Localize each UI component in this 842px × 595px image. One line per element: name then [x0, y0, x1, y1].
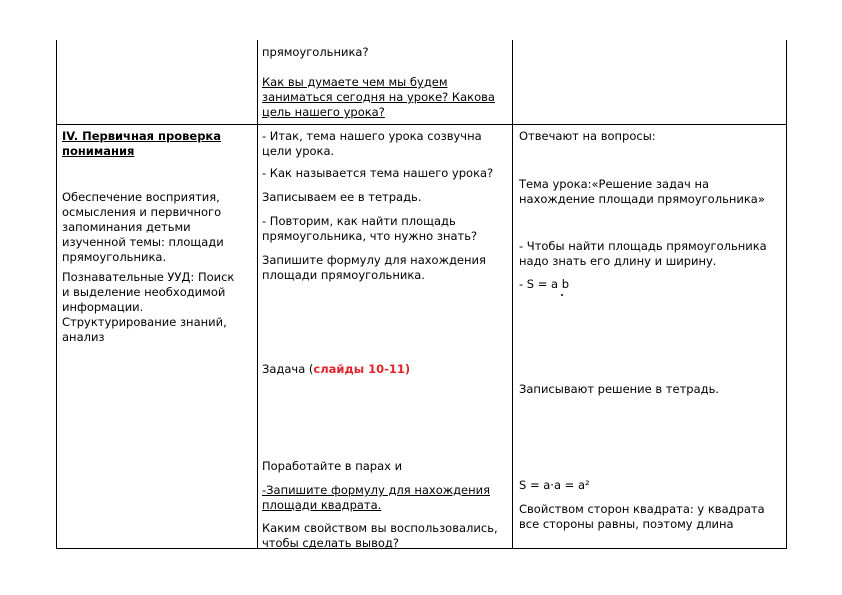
teacher-text-p8-line1: Каким свойством вы воспользовались, [262, 521, 498, 535]
teacher-text-p4-line1: - Повторим, как найти площадь [262, 214, 456, 228]
student-answer-a7-line2: все стороны равны, поэтому длина [519, 517, 734, 531]
table-border-col1 [257, 40, 258, 549]
task-label-text: Задача ( [262, 362, 314, 376]
student-answer-a5: Записывают решение в тетрадь. [519, 382, 720, 396]
stage-description-line5: прямоугольника. [62, 250, 167, 264]
uud-line4: Структурирование знаний, [62, 315, 227, 329]
task-slides-ref: слайды 10-11) [313, 362, 411, 376]
uud-line2: и выделение необходимой [62, 285, 226, 299]
teacher-text-p8-line2: чтобы сделать вывод? [262, 536, 399, 550]
teacher-text-p3: Записываем ее в тетрадь. [262, 190, 422, 204]
student-answer-a7-line1: Свойством сторон квадрата: у квадрата [519, 502, 765, 516]
teacher-text-p7-line1: -Запишите формулу для нахождения [262, 483, 491, 497]
uud-line3: информации. [62, 300, 144, 314]
teacher-text-p6: Поработайте в парах и [262, 459, 403, 473]
table-row-divider [56, 124, 787, 125]
uud-line1: Познавательные УУД: Поиск [62, 270, 235, 284]
student-answer-a3-line1: - Чтобы найти площадь прямоугольника [519, 239, 767, 253]
stage-description-line4: изученной темы: площади [62, 235, 224, 249]
teacher-text-p5-line1: Запишите формулу для нахождения [262, 253, 486, 267]
table-border-left [56, 40, 57, 549]
task-label [262, 362, 410, 377]
student-answer-a3-line2: надо знать его длину и ширину. [519, 254, 717, 268]
stage-description-line3: запоминания детьми [62, 220, 191, 234]
table-border-bottom [56, 548, 787, 549]
stage-description-line2: осмысления и первичного [62, 205, 222, 219]
student-answer-formula-square: S = a·a = a² [519, 478, 590, 492]
row1-col2-question-line1: Как вы думаете чем мы будем [262, 75, 448, 89]
teacher-text-p4-line2: прямоугольника, что нужно знать? [262, 229, 478, 243]
student-answer-a2-line2: нахождение площади прямоугольника» [519, 192, 765, 206]
teacher-text-p7-line2: площади квадрата. [262, 498, 382, 512]
teacher-text-p1-line2: цели урока. [262, 144, 335, 158]
teacher-text-p2: - Как называется тема нашего урока? [262, 166, 494, 180]
teacher-text-p5-line2: площади прямоугольника. [262, 268, 425, 282]
table-border-col2 [512, 40, 513, 549]
stray-dot [561, 294, 563, 296]
table-border-right [786, 40, 787, 549]
stage-title-line1: IV. Первичная проверка [62, 129, 222, 143]
student-answer-formula-rect: - S = a b [519, 277, 570, 291]
teacher-text-p1-line1: - Итак, тема нашего урока созвучна [262, 129, 482, 143]
row1-col2-question-line3: цель нашего урока? [262, 105, 385, 119]
uud-line5: анализ [62, 330, 105, 344]
row1-col2-line-top: прямоугольника? [262, 45, 369, 59]
student-answer-a2-line1: Тема урока:«Решение задач на [519, 177, 710, 191]
row1-col2-question-line2: заниматься сегодня на уроке? Какова [262, 90, 495, 104]
student-answer-a1: Отвечают на вопросы: [519, 129, 656, 143]
stage-title-line2: понимания [62, 144, 135, 158]
stage-description-line1: Обеспечение восприятия, [62, 190, 220, 204]
